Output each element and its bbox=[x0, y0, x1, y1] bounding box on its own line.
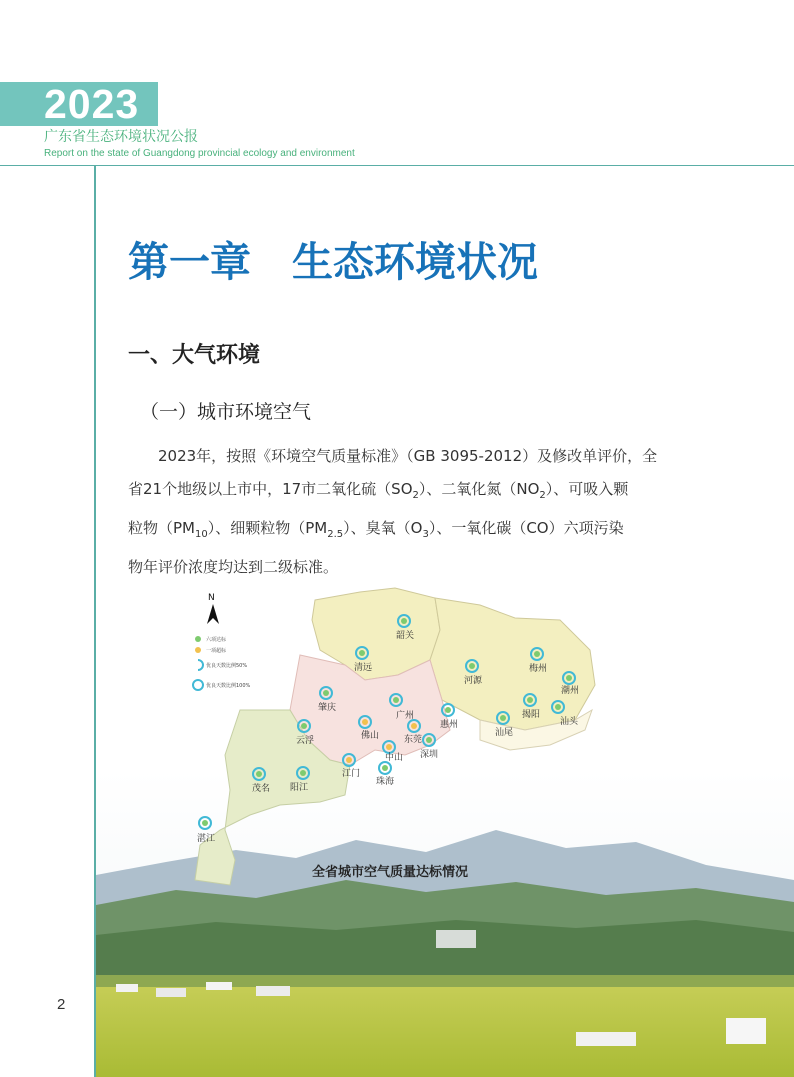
svg-text:肇庆: 肇庆 bbox=[318, 703, 337, 713]
legend-label-pass: 六项达标 bbox=[206, 637, 227, 643]
legend-label-ratio50: 优良天数比例50% bbox=[206, 663, 248, 669]
svg-text:阳江: 阳江 bbox=[290, 783, 309, 793]
svg-text:深圳: 深圳 bbox=[420, 750, 439, 760]
svg-text:汕头: 汕头 bbox=[560, 717, 579, 727]
section-title: 一、大气环境 bbox=[128, 342, 261, 368]
svg-text:广州: 广州 bbox=[396, 711, 415, 721]
city-marker-zhuhai bbox=[376, 762, 394, 787]
svg-text:湛江: 湛江 bbox=[197, 834, 216, 844]
text-run: 物年评价浓度均达到二级标准。 bbox=[128, 558, 339, 576]
svg-text:清远: 清远 bbox=[354, 663, 373, 673]
text-run: ）、一氧化碳（CO）六项污染 bbox=[428, 519, 624, 537]
report-title-en: Report on the state of Guangdong provincial ecology and environment bbox=[44, 148, 355, 159]
text-run: 省21个地级以上市中，17市二氧化硫（SO bbox=[128, 480, 413, 498]
north-label: N bbox=[208, 593, 215, 603]
svg-text:韶关: 韶关 bbox=[396, 631, 415, 641]
header-divider bbox=[0, 165, 794, 166]
text-run: 2023年，按照《环境空气质量标准》（GB 3095-2012）及修改单评价，全 bbox=[158, 447, 658, 465]
paragraph-line bbox=[128, 440, 673, 473]
text-run: ）、细颗粒物（PM bbox=[207, 519, 328, 537]
svg-text:东莞: 东莞 bbox=[404, 735, 423, 745]
svg-text:云浮: 云浮 bbox=[296, 736, 315, 746]
legend-dot-exceed bbox=[195, 647, 201, 653]
legend-dot-pass bbox=[195, 636, 201, 642]
subscript: 2 bbox=[539, 490, 546, 501]
subsection-title: （一）城市环境空气 bbox=[140, 401, 312, 423]
north-arrow-icon bbox=[207, 604, 219, 624]
svg-text:汕尾: 汕尾 bbox=[495, 728, 514, 738]
svg-text:梅州: 梅州 bbox=[529, 664, 548, 674]
legend-ring-full-icon bbox=[193, 680, 203, 690]
paragraph-line bbox=[128, 473, 673, 512]
subscript: 2.5 bbox=[327, 529, 344, 540]
paragraph-line bbox=[128, 512, 673, 551]
chapter-title: 第一章 生态环境状况 bbox=[128, 238, 538, 286]
svg-text:佛山: 佛山 bbox=[361, 731, 380, 741]
map-caption: 全省城市空气质量达标情况 bbox=[312, 865, 469, 880]
svg-text:茂名: 茂名 bbox=[252, 784, 271, 794]
svg-text:揭阳: 揭阳 bbox=[522, 710, 541, 720]
text-run: 粒物（PM bbox=[128, 519, 195, 537]
text-run: ）、臭氧（O bbox=[343, 519, 423, 537]
subscript: 2 bbox=[412, 490, 419, 501]
report-title-cn: 广东省生态环境状况公报 bbox=[44, 129, 198, 145]
body-paragraph bbox=[128, 440, 673, 584]
legend-label-ratio100: 优良天数比例100% bbox=[206, 683, 251, 689]
svg-text:潮州: 潮州 bbox=[561, 686, 580, 696]
svg-text:珠海: 珠海 bbox=[376, 777, 395, 787]
svg-text:中山: 中山 bbox=[385, 753, 404, 763]
page-number: 2 bbox=[57, 996, 66, 1013]
guangdong-map bbox=[180, 580, 610, 890]
subscript: 3 bbox=[422, 529, 429, 540]
subscript: 10 bbox=[195, 529, 208, 540]
svg-text:江门: 江门 bbox=[342, 769, 361, 779]
text-run: ）、可吸入颗 bbox=[545, 480, 629, 498]
city-marker-zhanjiang bbox=[197, 817, 215, 844]
svg-text:惠州: 惠州 bbox=[440, 720, 459, 730]
svg-text:河源: 河源 bbox=[464, 676, 483, 686]
legend-label-exceed: 一项超标 bbox=[206, 648, 227, 654]
legend-ring-half-icon bbox=[198, 660, 203, 670]
report-year: 2023 bbox=[44, 81, 140, 127]
text-run: ）、二氧化氮（NO bbox=[418, 480, 540, 498]
